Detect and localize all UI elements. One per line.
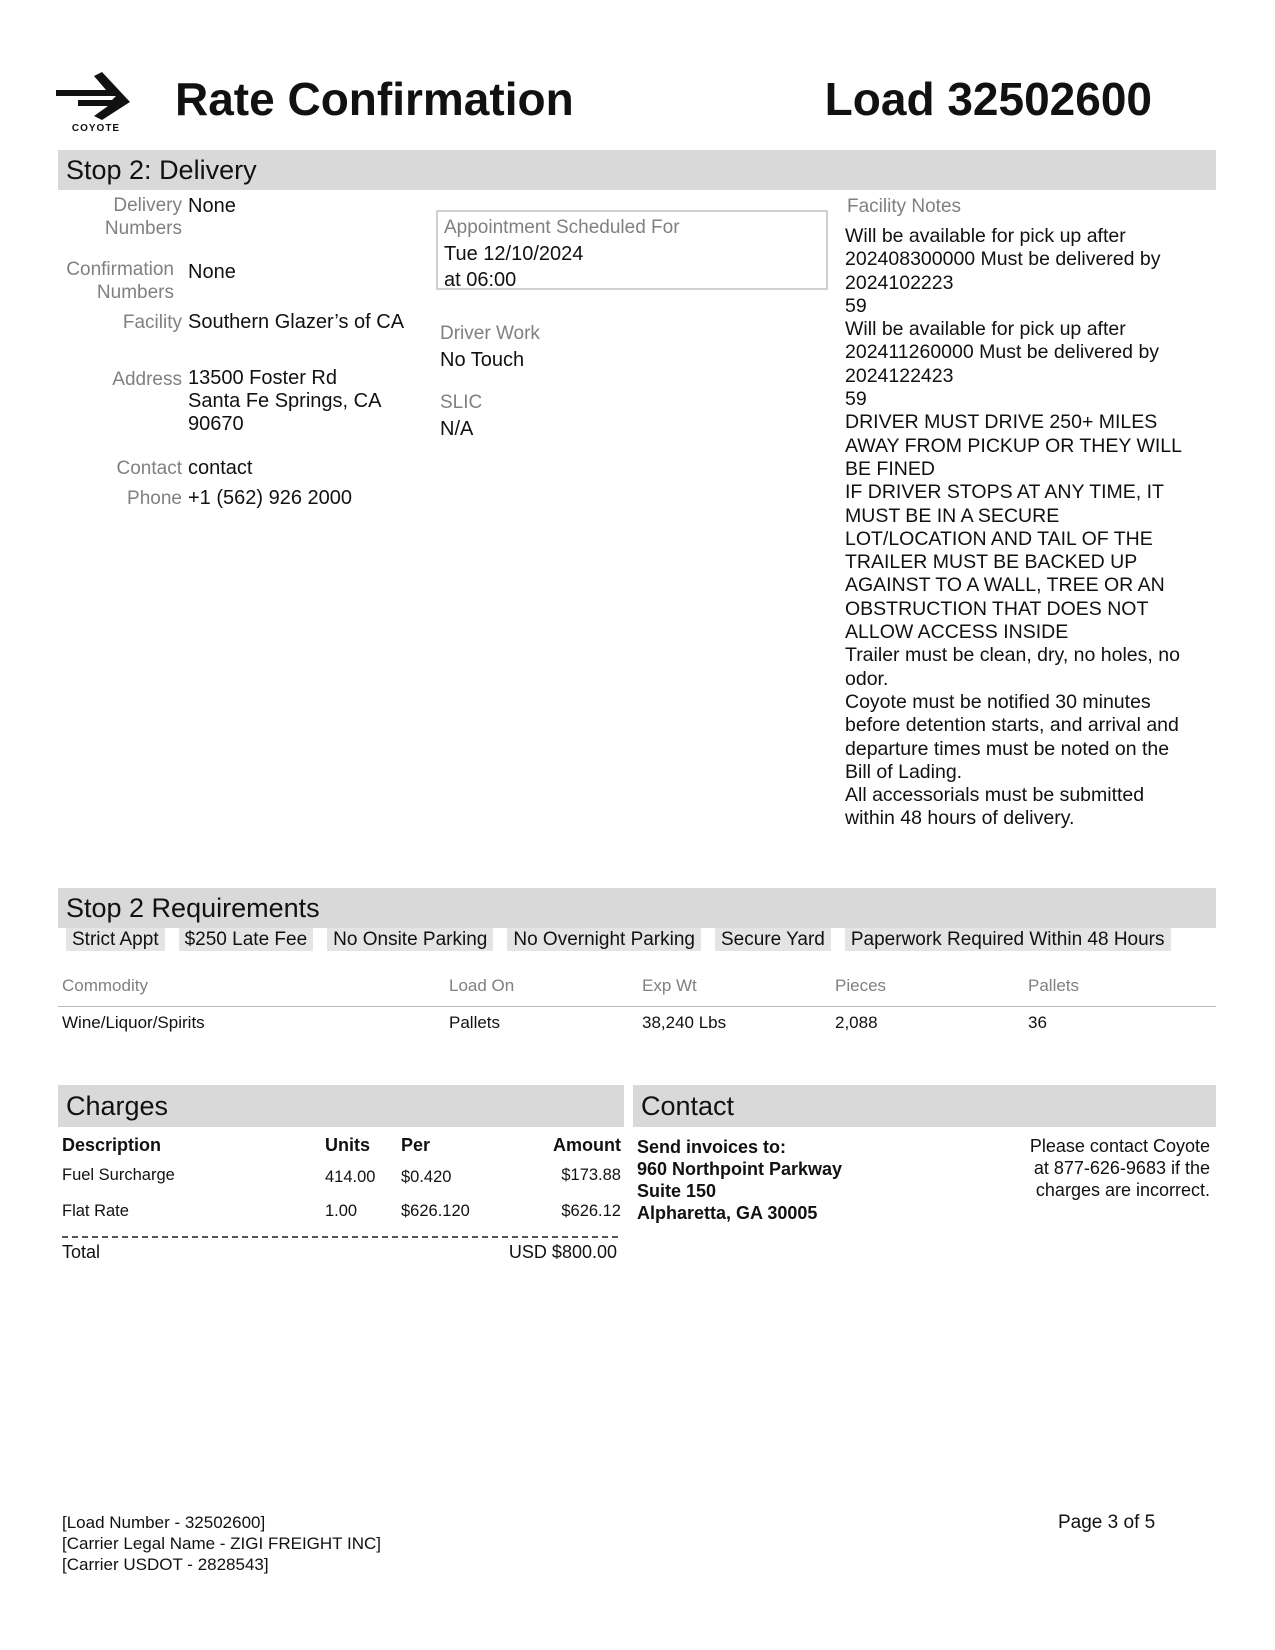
facility-note-line: DRIVER MUST DRIVE 250+ MILES <box>845 411 1158 434</box>
footer-info <box>62 1512 381 1575</box>
total-value: USD $800.00 <box>508 1242 617 1262</box>
address-line: 90670 <box>188 413 244 435</box>
total-divider <box>62 1236 618 1238</box>
contact-value: contact <box>188 457 253 479</box>
coyote-logo <box>56 72 136 138</box>
slic-label: SLIC <box>440 392 483 413</box>
page-title: Rate Confirmation <box>175 73 574 125</box>
confirmation-numbers-value: None <box>188 261 236 283</box>
charges-header: Charges <box>58 1085 624 1127</box>
facility-note-line: 2024122423 <box>845 364 954 387</box>
facility-notes <box>845 225 1220 831</box>
invoice-line: Alpharetta, GA 30005 <box>637 1203 818 1223</box>
total-label: Total <box>62 1242 101 1262</box>
commodity-value: Wine/Liquor/Spirits <box>62 1013 205 1032</box>
facility-note-line: IF DRIVER STOPS AT ANY TIME, IT <box>845 481 1164 504</box>
description-header: Description <box>62 1135 162 1155</box>
table-divider <box>58 1006 1216 1007</box>
units-header: Units <box>325 1135 370 1155</box>
requirement-tag: Secure Yard <box>715 928 831 951</box>
invoice-line: 960 Northpoint Parkway <box>637 1159 843 1179</box>
address-line: Santa Fe Springs, CA <box>188 390 382 412</box>
phone-label: Phone <box>127 488 182 509</box>
facility-label: Facility <box>122 312 182 333</box>
facility-note-line: OBSTRUCTION THAT DOES NOT <box>845 597 1149 620</box>
page-number: Page 3 of 5 <box>1058 1512 1156 1533</box>
pieces-value: 2,088 <box>835 1013 878 1032</box>
appointment-box <box>436 210 828 290</box>
requirement-tag: No Onsite Parking <box>327 928 493 951</box>
invoice-line: Suite 150 <box>637 1181 717 1201</box>
charge-amount: $626.12 <box>561 1202 621 1220</box>
requirement-tag: $250 Late Fee <box>179 928 314 951</box>
facility-note-line: departure times must be noted on the <box>845 737 1170 760</box>
facility-note-line: Will be available for pick up after <box>845 318 1126 341</box>
charge-per: $0.420 <box>401 1168 452 1186</box>
facility-note-line: 202411260000 Must be delivered by <box>845 341 1160 364</box>
pallets-header: Pallets <box>1028 976 1080 995</box>
facility-note-line: Bill of Lading. <box>845 760 963 783</box>
facility-note-line: Coyote must be notified 30 minutes <box>845 690 1151 713</box>
appointment-label: Appointment Scheduled For <box>444 217 680 238</box>
contact-message-line: Please contact Coyote <box>1029 1136 1210 1156</box>
commodity-header: Commodity <box>62 976 148 995</box>
facility-note-line: AGAINST TO A WALL, TREE OR AN <box>845 574 1165 597</box>
facility-notes-label: Facility Notes <box>847 196 962 217</box>
footer-line: [Load Number - 32502600] <box>62 1513 266 1532</box>
facility-note-line: 2024102223 <box>845 271 954 294</box>
requirements-header: Stop 2 Requirements <box>58 888 1216 928</box>
facility-note-line: TRAILER MUST BE BACKED UP <box>845 551 1138 574</box>
facility-note-line: MUST BE IN A SECURE <box>845 504 1060 527</box>
per-header: Per <box>401 1135 431 1155</box>
appointment-date: Tue 12/10/2024 <box>444 243 584 265</box>
delivery-numbers-value: None <box>188 195 236 217</box>
driver-work-label: Driver Work <box>440 323 540 344</box>
invoice-line: Send invoices to: <box>637 1137 787 1157</box>
facility-note-line: AWAY FROM PICKUP OR THEY WILL <box>845 434 1182 457</box>
exp-wt-value: 38,240 Lbs <box>642 1013 727 1032</box>
exp-wt-header: Exp Wt <box>642 976 697 995</box>
facility-note-line: within 48 hours of delivery. <box>845 807 1075 830</box>
pallets-value: 36 <box>1028 1013 1047 1032</box>
address-label: Address <box>112 369 182 390</box>
pieces-header: Pieces <box>835 976 887 995</box>
logo-wordmark: COYOTE <box>71 123 121 134</box>
facility-note-line: 202408300000 Must be delivered by <box>845 248 1161 271</box>
requirement-tags <box>66 928 1171 951</box>
facility-note-line: BE FINED <box>845 457 935 480</box>
amount-header: Amount <box>553 1135 621 1155</box>
load-on-header: Load On <box>449 976 515 995</box>
requirement-tag: No Overnight Parking <box>507 928 701 951</box>
load-number: Load 32502600 <box>824 73 1152 125</box>
footer-line: [Carrier Legal Name - ZIGI FREIGHT INC] <box>62 1534 381 1553</box>
appointment-time: at 06:00 <box>444 269 517 291</box>
facility-note-line: Trailer must be clean, dry, no holes, no <box>845 644 1180 667</box>
facility-note-line: LOT/LOCATION AND TAIL OF THE <box>845 527 1153 550</box>
address-line: 13500 Foster Rd <box>188 367 337 389</box>
facility-note-line: before detention starts, and arrival and <box>845 714 1179 737</box>
delivery-numbers-label: Delivery Numbers <box>104 195 182 239</box>
phone-value: +1 (562) 926 2000 <box>188 487 353 509</box>
requirement-tag: Paperwork Required Within 48 Hours <box>845 928 1171 951</box>
contact-message-line: charges are incorrect. <box>1035 1180 1210 1200</box>
facility-note-line: All accessorials must be submitted <box>845 784 1145 807</box>
requirement-tag: Strict Appt <box>66 928 165 951</box>
driver-work-value: No Touch <box>440 349 525 371</box>
charge-description: Fuel Surcharge <box>62 1166 175 1184</box>
contact-label: Contact <box>116 458 182 479</box>
facility-value: Southern Glazer’s of CA <box>188 311 405 333</box>
slic-value: N/A <box>440 418 474 440</box>
facility-note-line: ALLOW ACCESS INSIDE <box>845 621 1069 644</box>
footer-line: [Carrier USDOT - 2828543] <box>62 1555 269 1574</box>
facility-note-line: 59 <box>845 294 867 317</box>
charge-per: $626.120 <box>401 1202 470 1220</box>
charge-amount: $173.88 <box>561 1166 621 1184</box>
facility-note-line: 59 <box>845 388 867 411</box>
stop-header: Stop 2: Delivery <box>58 150 1216 190</box>
facility-note-line: Will be available for pick up after <box>845 225 1126 247</box>
charge-units: 414.00 <box>325 1168 376 1186</box>
contact-message-line: at 877-626-9683 if the <box>1033 1158 1210 1178</box>
load-on-value: Pallets <box>449 1013 501 1032</box>
charge-units: 1.00 <box>325 1202 358 1220</box>
coyote-logo-icon <box>56 72 136 120</box>
address-value <box>188 367 381 436</box>
facility-note-line: odor. <box>845 667 889 690</box>
charge-description: Flat Rate <box>62 1202 129 1220</box>
contact-header: Contact <box>633 1085 1216 1127</box>
confirmation-numbers-label: Confirmation Numbers <box>66 259 174 303</box>
contact-message <box>990 1135 1210 1201</box>
